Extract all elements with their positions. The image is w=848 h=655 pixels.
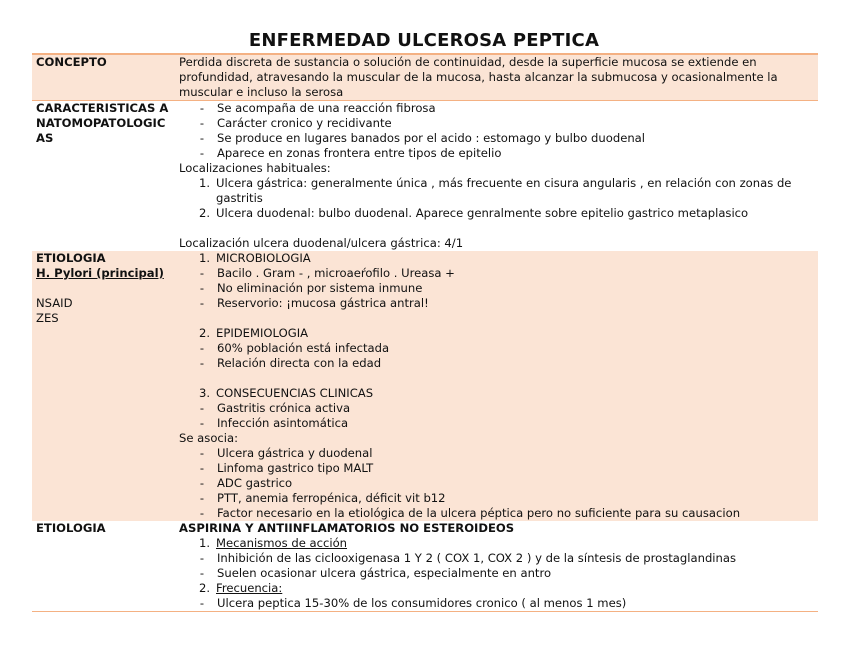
label-etiologia: ETIOLOGIA (36, 251, 106, 265)
section-heading: 2. EPIDEMIOLOGIA (198, 326, 309, 340)
list-item: - Relación directa con la edad (199, 356, 382, 370)
list-item: - PTT, anemia ferropénica, déficit vit b12 (199, 491, 446, 505)
section-heading: ASPIRINA Y ANTIINFLAMATORIOS NO ESTEROIDEOS (179, 521, 515, 535)
row-etiologia-aines (32, 521, 818, 612)
section-heading: 2. Frecuencia: (198, 581, 283, 595)
list-item: 2. Ulcera duodenal: bulbo duodenal. Aparece genralmente sobre epitelio gastrico metaplasico (198, 206, 749, 220)
list-item: - Carácter cronico y recidivante (199, 116, 392, 130)
content-table (32, 53, 818, 612)
label-zes: ZES (36, 311, 59, 325)
list-item: - Factor necesario en la etiológica de la ulcera péptica pero no suficiente para su causacion (199, 506, 741, 520)
list-item: - ADC gastrico (199, 476, 293, 490)
list-item: - Aparece en zonas frontera entre tipos de epitelio (199, 146, 502, 160)
row-etiologia-hpylori (32, 251, 818, 521)
list-item: - Reservorio: ¡mucosa gástrica antral! (199, 296, 429, 310)
list-item: - Inhibición de las ciclooxigenasa 1 Y 2 ( COX 1, COX 2 ) y de la síntesis de prostaglandinas (199, 551, 737, 565)
list-item: - Suelen ocasionar ulcera gástrica, especialmente en antro (199, 566, 552, 580)
concepto-text: Perdida discreta de sustancia o solución de continuidad, desde la superficie mucosa se extiende en profundidad, atravesando la muscular de la mucosa, hasta alcanzar la submucosa y ocasionalmente la muscular e incluso la serosa (175, 54, 818, 101)
row-label: CONCEPTO (32, 54, 175, 101)
etiologia-aines-cell (175, 521, 818, 612)
ratio-text: Localización ulcera duodenal/ulcera gástrica: 4/1 (179, 236, 464, 250)
list-item: - 60% población está infectada (199, 341, 390, 355)
row-label (32, 251, 175, 521)
asocia-heading: Se asocia: (179, 431, 239, 445)
section-heading: 3. CONSECUENCIAS CLINICAS (198, 386, 374, 400)
label-nsaid: NSAID (36, 296, 73, 310)
list-item: - Ulcera gástrica y duodenal (199, 446, 373, 460)
row-concepto (32, 54, 818, 101)
row-label: CARACTERISTICAS ANATOMOPATOLOGICAS (32, 101, 175, 252)
localizaciones-heading: Localizaciones habituales: (179, 161, 331, 175)
list-item: - Se produce en lugares banados por el acido : estomago y bulbo duodenal (199, 131, 646, 145)
list-item: - Se acompaña de una reacción fibrosa (199, 101, 436, 115)
section-heading: 1. Mecanismos de acción (198, 536, 348, 550)
section-heading: 1. MICROBIOLOGIA (198, 251, 311, 265)
etiologia-hpylori-cell (175, 251, 818, 521)
list-item: - Infección asintomática (199, 416, 349, 430)
row-label: ETIOLOGIA (32, 521, 175, 612)
label-hpylori: H. Pylori (principal) (36, 266, 164, 280)
list-item: - Ulcera peptica 15-30% de los consumidores cronico ( al menos 1 mes) (199, 596, 627, 610)
list-item: - No eliminación por sistema inmune (199, 281, 423, 295)
row-caracteristicas (32, 101, 818, 252)
list-item: 1. Ulcera gástrica: generalmente única , más frecuente en cisura angularis , en relación con zonas de gastritis (198, 176, 792, 205)
list-item: - Bacilo . Gram - , microaeŕofilo . Ureasa + (199, 266, 455, 280)
document-title: ENFERMEDAD ULCEROSA PEPTICA (248, 30, 600, 51)
caracteristicas-cell (175, 101, 818, 252)
list-item: - Linfoma gastrico tipo MALT (199, 461, 374, 475)
list-item: - Gastritis crónica activa (199, 401, 351, 415)
